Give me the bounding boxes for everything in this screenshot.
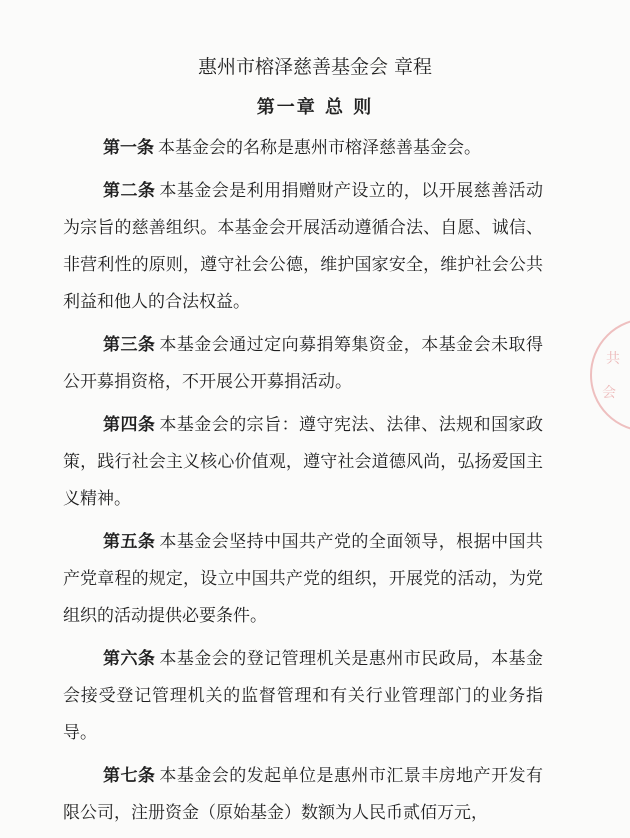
article-1 [63,130,543,167]
article-text: 本基金会通过定向募捐筹集资金，本基金会未取得公开募捐资格，不开展公开募捐活动。 [63,335,543,392]
article-label: 第三条 [103,335,156,355]
article-text: 本基金会的登记管理机关是惠州市民政局，本基金会接受登记管理机关的监督管理和有关行业管理部门的业务指导。 [63,649,543,743]
article-text: 本基金会的发起单位是惠州市汇景丰房地产开发有限公司，注册资金（原始基金）数额为人民币贰佰万元， [63,766,543,823]
article-text: 本基金会的宗旨：遵守宪法、法律、法规和国家政策，践行社会主义核心价值观，遵守社会道德风尚，弘扬爱国主义精神。 [63,415,543,509]
seal-glyph: 会 [602,385,616,401]
article-label: 第五条 [103,532,156,552]
article-7 [63,758,543,832]
official-seal-fragment [590,318,630,432]
document-title: 惠州市榕泽慈善基金会 章程 [197,56,433,78]
article-text: 本基金会坚持中国共产党的全面领导，根据中国共产党章程的规定，设立中国共产党的组织，开展党的活动，为党组织的活动提供必要条件。 [63,532,543,626]
article-text: 本基金会是利用捐赠财产设立的，以开展慈善活动为宗旨的慈善组织。本基金会开展活动遵循合法、自愿、诚信、非营利性的原则，遵守社会公德，维护国家安全，维护社会公共利益和他人的合法权益。 [63,181,543,312]
chapter-heading: 第一章 总 则 [256,97,374,118]
articles-body [63,130,543,838]
article-label: 第七条 [103,766,156,786]
article-label: 第六条 [103,649,156,669]
article-2 [63,173,543,321]
article-5 [63,524,543,635]
article-4 [63,407,543,518]
article-6 [63,641,543,752]
article-label: 第二条 [103,181,156,201]
article-3 [63,327,543,401]
article-label: 第四条 [103,415,156,435]
seal-glyph: 共 [606,351,620,367]
article-text: 本基金会的名称是惠州市榕泽慈善基金会。 [158,138,481,158]
article-label: 第一条 [103,138,154,158]
